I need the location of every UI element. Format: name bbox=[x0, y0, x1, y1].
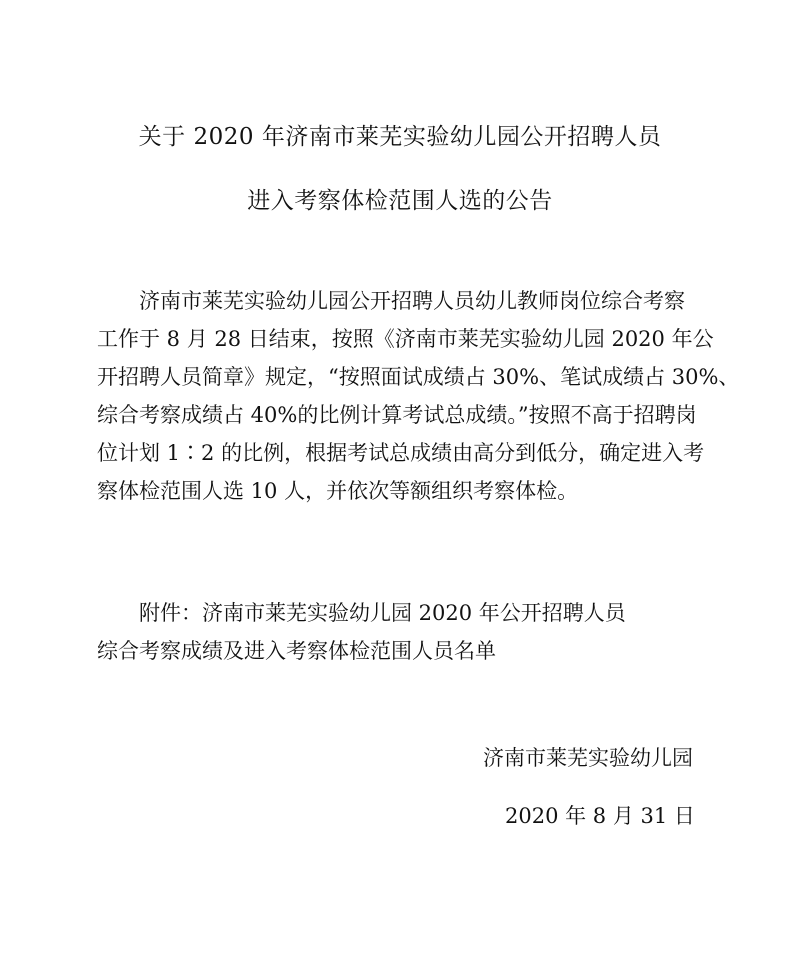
announcement-body bbox=[97, 282, 740, 510]
announcement-title-line-2: 进入考察体检范围人选的公告 bbox=[247, 188, 553, 214]
attachment-line: 附件：济南市莱芜实验幼儿园 2020 年公开招聘人员 bbox=[139, 601, 626, 625]
attachment-note bbox=[97, 594, 707, 670]
attachment-line: 综合考察成绩及进入考察体检范围人员名单 bbox=[97, 639, 496, 663]
body-line: 综合考察成绩占 40%的比例计算考试总成绩。”按照不高于招聘岗 bbox=[97, 403, 697, 427]
body-line: 工作于 8 月 28 日结束，按照《济南市莱芜实验幼儿园 2020 年公 bbox=[97, 327, 714, 351]
body-line: 察体检范围人选 10 人，并依次等额组织考察体检。 bbox=[97, 479, 579, 503]
body-line: 济南市莱芜实验幼儿园公开招聘人员幼儿教师岗位综合考察 bbox=[139, 289, 685, 313]
announcement-title-line-1: 关于 2020 年济南市莱芜实验幼儿园公开招聘人员 bbox=[138, 124, 662, 150]
body-line: 开招聘人员简章》规定，“按照面试成绩占 30%、笔试成绩占 30%、 bbox=[97, 365, 740, 389]
body-line: 位计划 1∶2 的比例，根据考试总成绩由高分到低分，确定进入考 bbox=[97, 441, 705, 465]
signature-date: 2020 年 8 月 31 日 bbox=[505, 804, 695, 828]
signature-organization: 济南市莱芜实验幼儿园 bbox=[483, 746, 693, 770]
